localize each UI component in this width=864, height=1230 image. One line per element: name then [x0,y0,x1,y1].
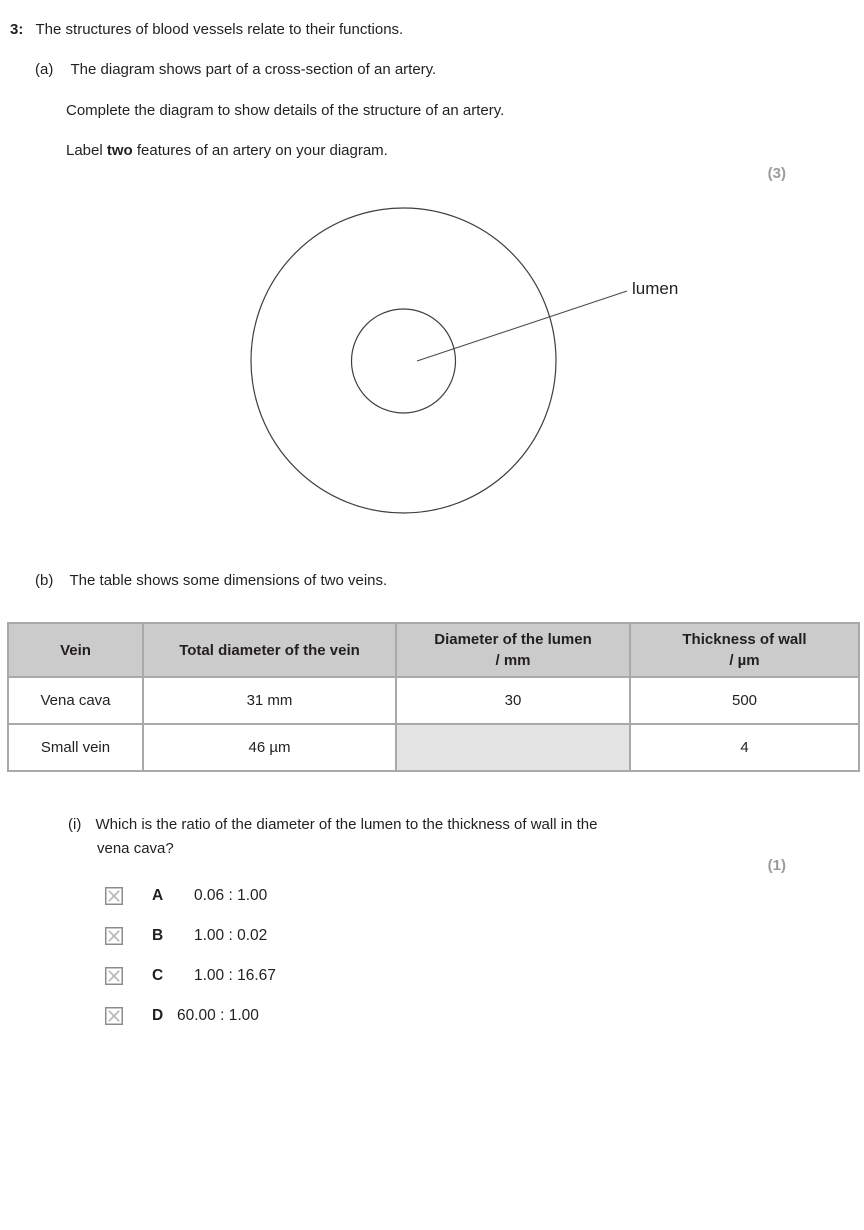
option-value-b: 1.00 : 0.02 [194,927,268,944]
part-a-instruction1: Complete the diagram to show details of the structure of an artery. [66,102,505,119]
cell-small-vein-lumen-diameter-blank [396,724,630,771]
header-wall-thickness [630,623,859,677]
artery-cross-section-diagram [240,190,710,530]
option-row-b [105,926,267,946]
part-b-intro: The table shows some dimensions of two veins. [69,572,388,589]
option-letter-d: D [152,1007,164,1024]
cell-small-vein-total-diameter: 46 µm [143,724,396,771]
vein-dimensions-table [7,622,860,772]
cell-vena-cava-name: Vena cava [8,677,143,724]
part-b-i-label: (i) [68,816,82,833]
option-row-c [105,966,276,986]
instruction2-prefix: Label [66,142,107,159]
instruction2-suffix: features of an artery on your diagram. [132,142,388,159]
option-letter-b: B [152,927,164,944]
option-letter-a: A [152,887,164,904]
table-header-row [8,623,859,677]
question-stem [10,21,403,38]
option-row-d [105,1006,259,1026]
lumen-label: lumen [632,279,679,298]
lumen-pointer-line [417,291,627,361]
part-a-intro-line [35,61,436,78]
part-b-i-marks: (1) [767,857,786,874]
question-number: 3: [10,21,24,38]
part-b-i-question [68,813,597,861]
header-lumen-diameter-line1: Diameter of the lumen [434,631,592,648]
table-row-vena-cava [8,677,859,724]
part-a-marks: (3) [767,165,786,182]
part-b-i-question-line2: vena cava? [97,840,174,857]
header-vein [8,623,143,677]
cell-small-vein-name: Small vein [8,724,143,771]
part-b-label: (b) [35,572,54,589]
header-total-diameter-line1: Total diameter of the vein [179,641,360,659]
table-row-small-vein [8,724,859,771]
part-a-instruction2 [66,142,388,159]
instruction2-bold-word: two [106,142,133,159]
option-row-a [105,886,267,906]
part-b-i-question-line1: Which is the ratio of the diameter of the lumen to the thickness of wall in the [95,816,598,833]
header-wall-thickness-line2: / µm [729,652,760,669]
option-letter-c: C [152,967,164,984]
artery-outer-wall-circle [251,208,556,513]
header-lumen-diameter [396,623,630,677]
header-lumen-diameter-line2: / mm [495,652,531,669]
part-a-label: (a) [35,61,54,78]
question-text: The structures of blood vessels relate to their functions. [35,21,404,38]
header-vein-line1: Vein [60,641,91,659]
cell-vena-cava-lumen-diameter: 30 [396,677,630,724]
artery-lumen-circle [352,309,456,413]
cell-small-vein-wall-thickness: 4 [630,724,859,771]
checkbox-option-a-icon[interactable] [105,887,123,905]
option-value-d: 60.00 : 1.00 [177,1007,259,1024]
checkbox-option-b-icon[interactable] [105,927,123,945]
header-total-diameter [143,623,396,677]
option-value-a: 0.06 : 1.00 [194,887,268,904]
option-value-c: 1.00 : 16.67 [194,967,276,984]
checkbox-option-d-icon[interactable] [105,1007,123,1025]
checkbox-option-c-icon[interactable] [105,967,123,985]
part-b-intro-line [35,572,387,589]
header-wall-thickness-line1: Thickness of wall [682,631,807,648]
cell-vena-cava-total-diameter: 31 mm [143,677,396,724]
part-a-intro: The diagram shows part of a cross-section of an artery. [70,61,437,78]
cell-vena-cava-wall-thickness: 500 [630,677,859,724]
